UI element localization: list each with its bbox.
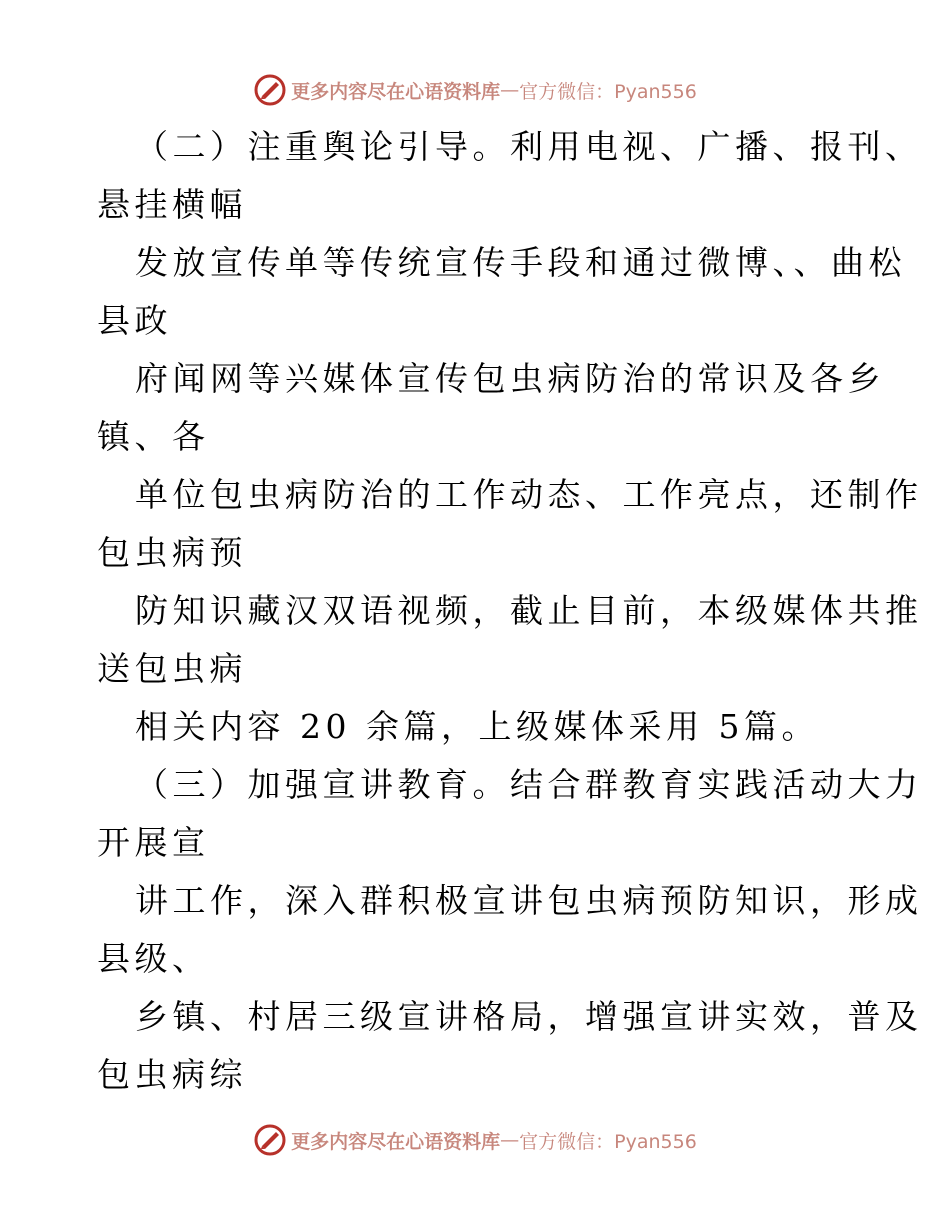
text-line: 防知识藏汉双语视频，截止目前，本级媒体共推 xyxy=(135,591,923,630)
document-body xyxy=(97,118,923,1104)
text-line: 乡镇、村居三级宣讲格局，增强宣讲实效，普及 xyxy=(135,997,923,1036)
text-line: 县政 xyxy=(97,301,172,340)
watermark-main-text: 更多内容尽在心语资料库 xyxy=(291,80,501,103)
watermark-wechat-text: 官方微信：Pyan556 xyxy=(519,80,697,103)
footer-watermark xyxy=(0,1120,950,1160)
header-watermark xyxy=(0,70,950,110)
text-line: 府闻网等兴媒体宣传包虫病防治的常识及各乡 xyxy=(135,359,885,398)
text-line: 相关内容 20 余篇，上级媒体采用 5篇。 xyxy=(135,707,819,746)
text-line: （二）注重舆论引导。利用电视、广播、报刊、 xyxy=(135,127,923,166)
text-line: 包虫病预 xyxy=(97,533,247,572)
text-line: （三）加强宣讲教育。结合群教育实践活动大力 xyxy=(135,765,923,804)
text-line: 开展宣 xyxy=(97,823,210,862)
text-line: 悬挂横幅 xyxy=(97,185,247,224)
text-line: 单位包虫病防治的工作动态、工作亮点，还制作 xyxy=(135,475,923,514)
text-line: 包虫病综 xyxy=(97,1055,247,1094)
text-line: 讲工作，深入群积极宣讲包虫病预防知识，形成 xyxy=(135,881,923,920)
watermark-wechat-text: 官方微信：Pyan556 xyxy=(519,1130,697,1153)
brand-logo-icon xyxy=(253,1123,287,1157)
text-line: 送包虫病 xyxy=(97,649,247,688)
text-line: 镇、各 xyxy=(97,417,210,456)
watermark-dash: — xyxy=(500,1129,520,1151)
text-line: 县级、 xyxy=(97,939,210,978)
text-line: 发放宣传单等传统宣传手段和通过微博、、曲松 xyxy=(135,243,906,282)
brand-logo-icon xyxy=(253,73,287,107)
watermark-main-text: 更多内容尽在心语资料库 xyxy=(291,1130,501,1153)
watermark-dash: — xyxy=(500,79,520,101)
